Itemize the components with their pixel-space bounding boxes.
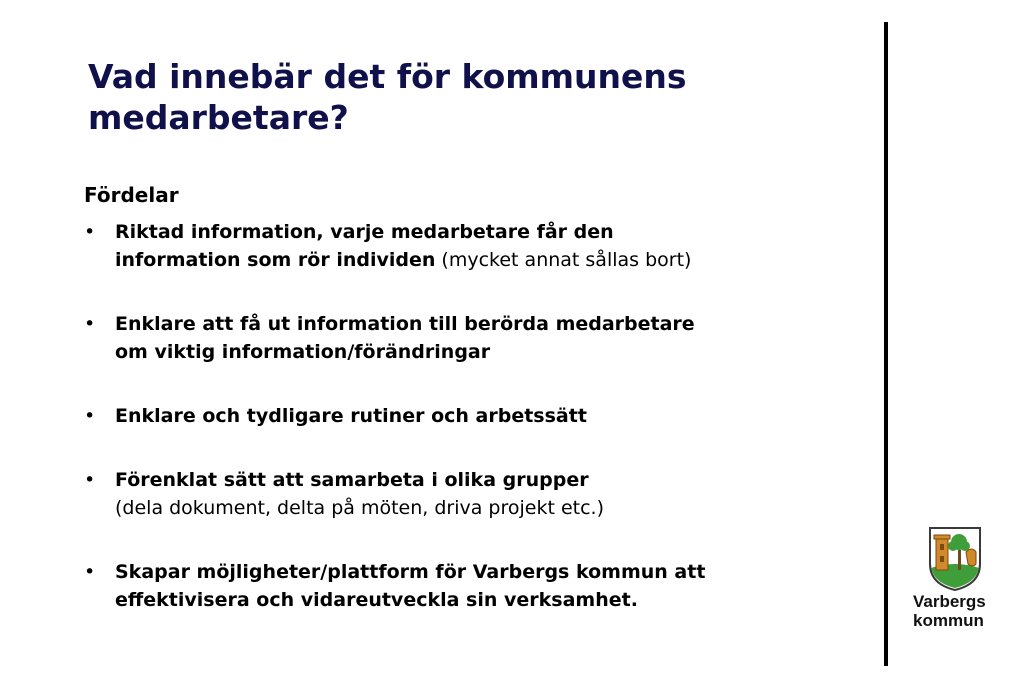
- bullet-text: Riktad information, varje medarbetare får den: [115, 221, 614, 243]
- bullet-text: Enklare och tydligare rutiner och arbetssätt: [115, 405, 587, 427]
- bullet-text: effektivisera och vidareutveckla sin verksamhet.: [115, 589, 638, 611]
- bullet-text: Skapar möjligheter/plattform för Varbergs kommun att: [115, 561, 706, 583]
- bullet-item: [84, 402, 844, 430]
- logo-text-line2: kommun: [913, 611, 984, 630]
- bullet-text: Förenklat sätt att samarbeta i olika grupper: [115, 469, 589, 491]
- vertical-divider: [884, 22, 888, 666]
- bullet-item: [84, 466, 844, 522]
- slide-title-line1: Vad innebär det för kommunens: [88, 57, 687, 96]
- bullet-text: Enklare att få ut information till berörda medarbetare: [115, 313, 695, 335]
- logo-text: [913, 592, 1013, 630]
- bullet-note: (dela dokument, delta på möten, driva projekt etc.): [115, 497, 604, 519]
- bullet-dot: •: [84, 469, 96, 491]
- bullet-dot: •: [84, 405, 96, 427]
- bullet-dot: •: [84, 313, 96, 335]
- bullet-dot: •: [84, 221, 96, 243]
- bullet-item: [84, 558, 844, 614]
- bullet-list: [84, 218, 844, 614]
- bullet-text: information som rör individen: [115, 249, 436, 271]
- bullet-item: [84, 218, 844, 274]
- logo-text-line1: Varbergs: [913, 592, 986, 611]
- bullet-text: om viktig information/förändringar: [115, 341, 491, 363]
- bullet-dot: •: [84, 561, 96, 583]
- bullet-note: (mycket annat sållas bort): [435, 249, 692, 271]
- slide-title-line2: medarbetare?: [88, 98, 349, 137]
- bullet-item: [84, 310, 844, 366]
- section-heading: Fördelar: [84, 183, 179, 207]
- slide-title: [88, 56, 848, 138]
